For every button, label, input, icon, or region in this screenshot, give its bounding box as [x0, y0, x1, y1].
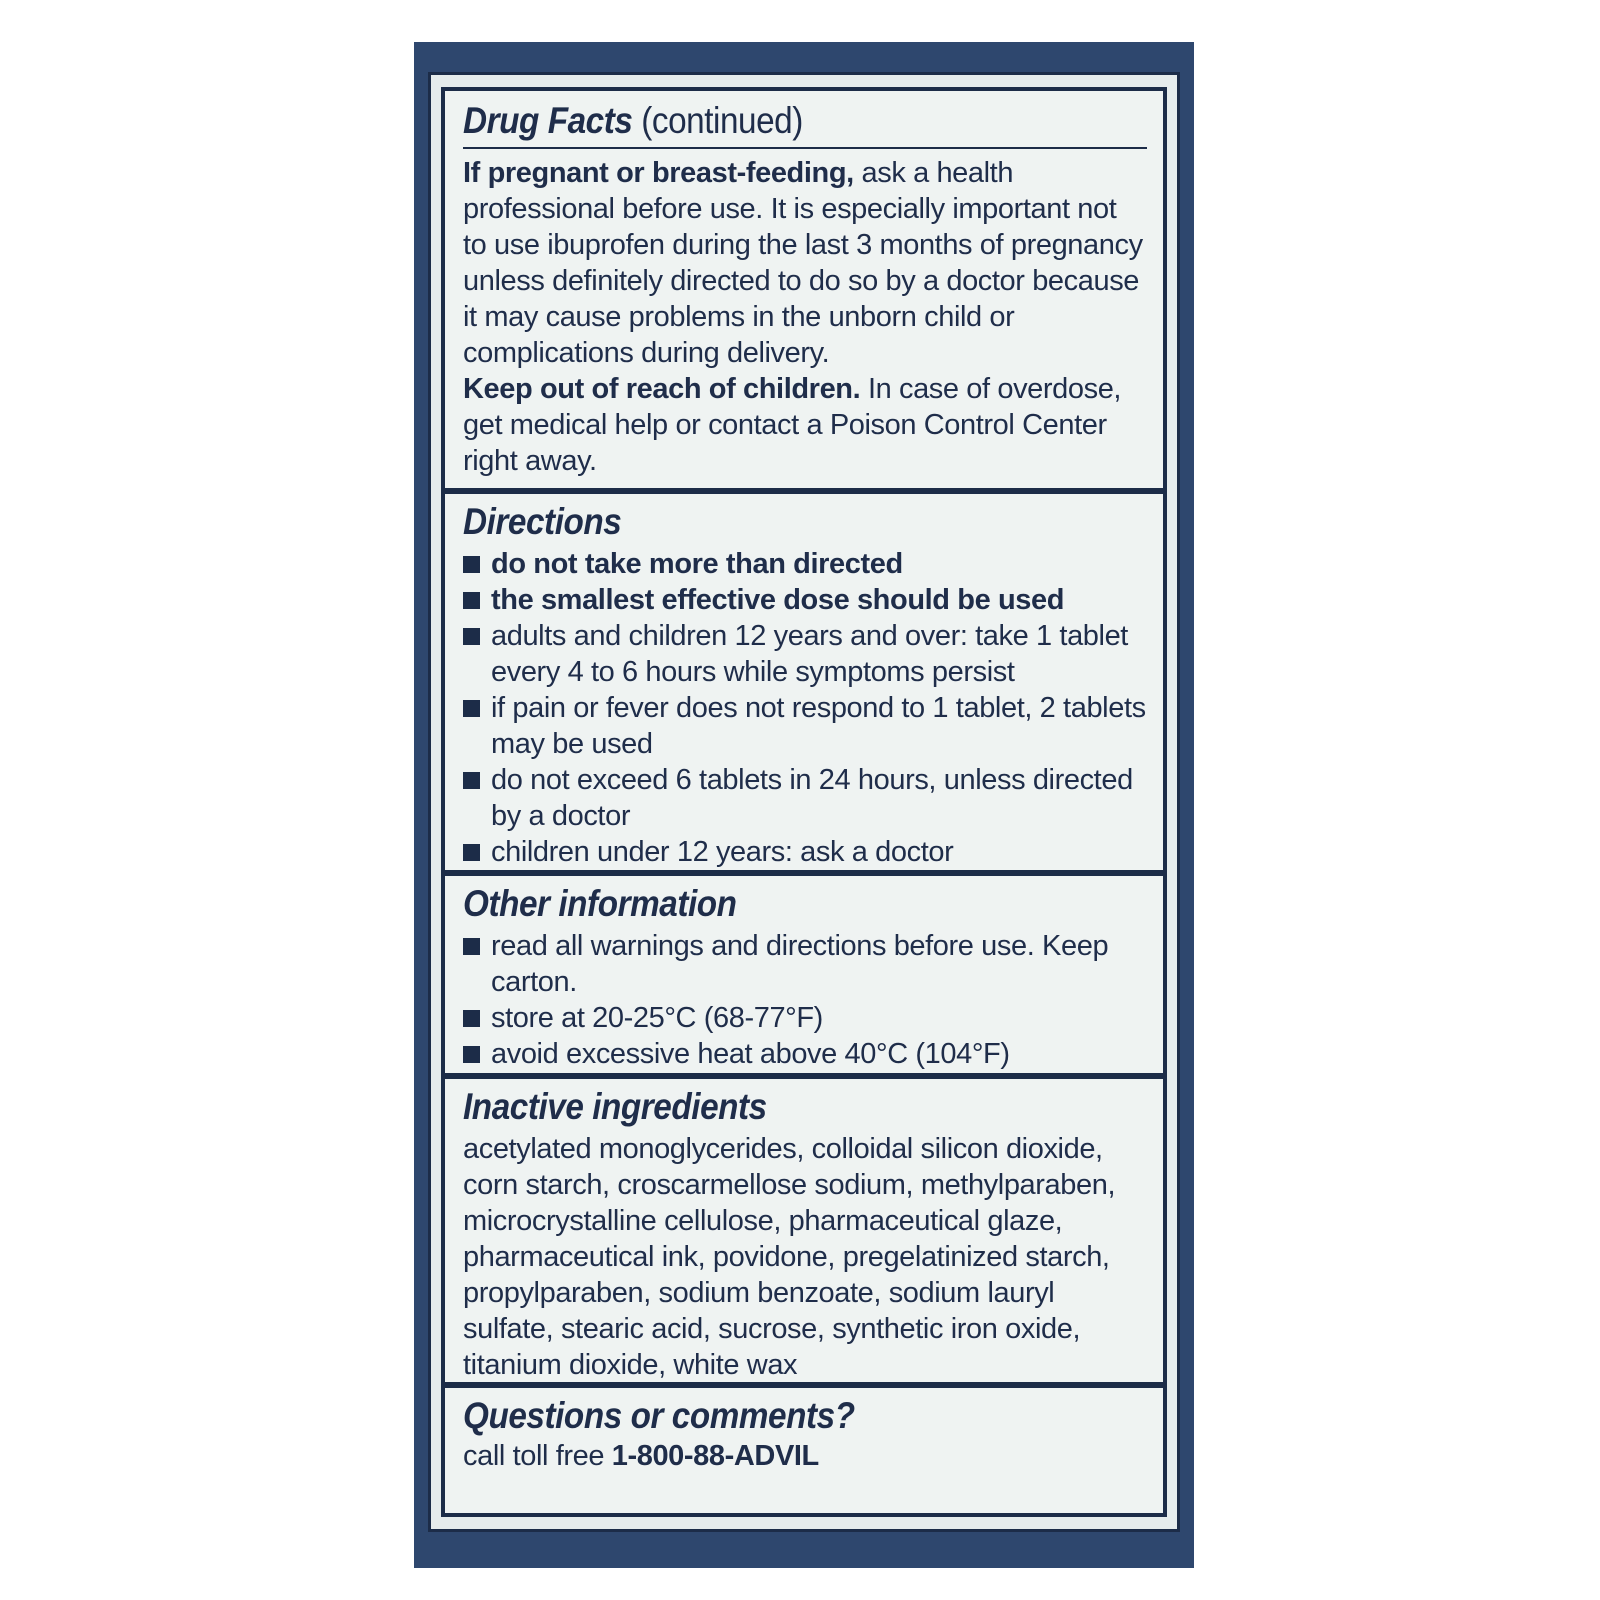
carton-back	[414, 42, 1194, 1568]
list-item-text: do not take more than directed	[491, 548, 903, 580]
square-bullet-icon	[463, 938, 480, 955]
list-item-text: the smallest effective dose should be used	[491, 584, 1065, 616]
drug-facts-section	[445, 91, 1163, 488]
list-item-text: adults and children 12 years and over: take 1 tablet every 4 to 6 hours while symptoms persist	[491, 620, 1128, 688]
square-bullet-icon	[463, 844, 480, 861]
questions-title: Questions or comments?	[463, 1395, 855, 1436]
pregnancy-text: ask a health professional before use. It is especially important not to use ibuprofen during the last 3 months of pregnancy unless definitely directed to do so by a doctor because it may cause problems in the unborn child or complications during delivery.	[463, 157, 1143, 369]
list-item-text: avoid excessive heat above 40°C (104°F)	[491, 1038, 1010, 1070]
list-item-text: children under 12 years: ask a doctor	[491, 836, 954, 868]
heading-rule	[463, 147, 1147, 149]
square-bullet-icon	[463, 1046, 480, 1063]
list-item	[463, 582, 1147, 618]
directions-title: Directions	[463, 501, 622, 542]
questions-section	[445, 1382, 1163, 1482]
list-item-text: do not exceed 6 tablets in 24 hours, unless directed by a doctor	[491, 764, 1133, 832]
list-item	[463, 1036, 1147, 1072]
continued-label: (continued)	[632, 100, 803, 141]
phone-number: 1-800-88-ADVIL	[611, 1440, 819, 1472]
children-lead: Keep out of reach of children.	[463, 373, 861, 405]
list-item	[463, 618, 1147, 690]
square-bullet-icon	[463, 628, 480, 645]
label-frame	[428, 72, 1180, 1532]
square-bullet-icon	[463, 556, 480, 573]
pregnancy-lead: If pregnant or breast-feeding,	[463, 157, 854, 189]
square-bullet-icon	[463, 700, 480, 717]
square-bullet-icon	[463, 772, 480, 789]
list-item-text: read all warnings and directions before use. Keep carton.	[491, 930, 1109, 998]
list-item-text: store at 20-25°C (68-77°F)	[491, 1002, 823, 1034]
list-item-text: if pain or fever does not respond to 1 tablet, 2 tablets may be used	[491, 692, 1146, 760]
list-item	[463, 546, 1147, 582]
toll-free-prefix: call toll free	[463, 1440, 612, 1472]
list-item	[463, 690, 1147, 762]
square-bullet-icon	[463, 1010, 480, 1027]
inactive-ingredients-text: acetylated monoglycerides, colloidal silicon dioxide, corn starch, croscarmellose sodium, methylparaben, microcrystalline cellulose, pharmaceutical glaze, pharmaceutical ink, povidone, pregelatinized starch, propylparaben, sodium benzoate, sodium lauryl sulfate, stearic acid, sucrose, synthetic iron oxide, titanium dioxide, white wax	[463, 1133, 1116, 1381]
list-item	[463, 928, 1147, 1000]
list-item	[463, 762, 1147, 834]
list-item	[463, 1000, 1147, 1036]
drug-facts-title: Drug Facts	[463, 100, 633, 141]
children-text: In case of overdose, get medical help or contact a Poison Control Center right away.	[463, 373, 1122, 477]
directions-section	[445, 488, 1163, 870]
drug-facts-panel	[441, 87, 1167, 1517]
directions-list	[463, 546, 1147, 870]
inactive-ingredients-title: Inactive ingredients	[463, 1086, 767, 1127]
other-information-section	[445, 870, 1163, 1073]
square-bullet-icon	[463, 592, 480, 609]
other-information-title: Other information	[463, 883, 737, 924]
inactive-ingredients-section	[445, 1073, 1163, 1382]
children-warning	[463, 371, 1147, 479]
list-item	[463, 834, 1147, 870]
toll-free-line	[463, 1438, 1147, 1474]
other-information-list	[463, 928, 1147, 1072]
pregnancy-warning	[463, 155, 1147, 371]
drug-facts-heading	[463, 99, 1079, 143]
